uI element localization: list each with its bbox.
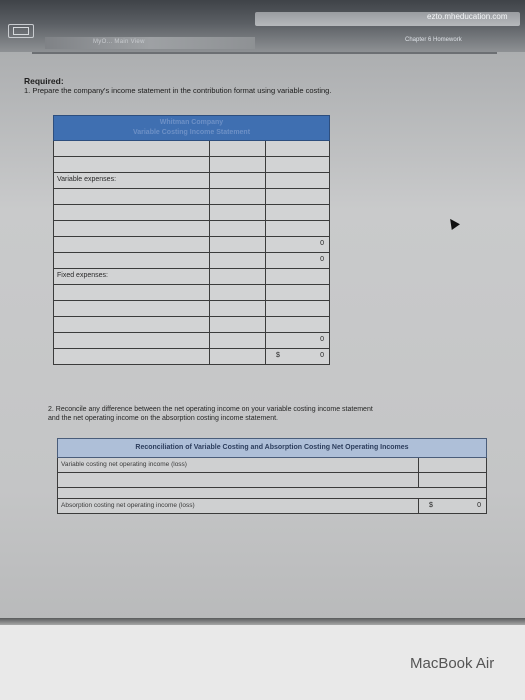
statement-title: Variable Costing Income Statement	[132, 129, 251, 136]
amount-input[interactable]	[210, 301, 266, 316]
amount-input[interactable]	[210, 349, 266, 364]
variable-costing-table	[53, 115, 330, 365]
mouse-cursor-icon	[446, 216, 460, 230]
label-input[interactable]	[54, 189, 210, 204]
table-row	[53, 285, 330, 301]
variable-nol-label: Variable costing net operating income (loss)	[61, 461, 187, 468]
amount-input[interactable]	[210, 253, 266, 268]
fixed-expenses-label: Fixed expenses:	[57, 272, 108, 279]
absorption-nol-value: 0	[477, 502, 481, 509]
net-income-value: 0	[320, 352, 324, 359]
url-text: ezto.mheducation.com	[427, 12, 508, 21]
browser-tab[interactable]	[45, 37, 255, 49]
table-row	[57, 499, 487, 514]
browser-chrome	[0, 0, 525, 52]
label-input[interactable]	[54, 285, 210, 300]
table-row	[57, 473, 487, 488]
table-row	[53, 141, 330, 157]
label-input[interactable]	[54, 301, 210, 316]
device-label: MacBook Air	[410, 655, 495, 672]
question-2-text	[48, 405, 468, 423]
amount-input[interactable]	[210, 157, 266, 172]
currency-symbol: $	[429, 502, 433, 509]
table-row	[53, 189, 330, 205]
currency-symbol: $	[276, 352, 280, 359]
table-row	[53, 237, 330, 253]
label-input[interactable]	[54, 237, 210, 252]
divider	[32, 52, 497, 54]
table-row	[57, 458, 487, 473]
amount-input[interactable]	[210, 141, 266, 156]
table-row	[53, 173, 330, 189]
amount-input[interactable]	[210, 221, 266, 236]
required-heading: Required:	[24, 76, 64, 86]
table-row	[53, 157, 330, 173]
company-name: Whitman Company	[159, 119, 224, 126]
reconciliation-header	[57, 438, 487, 458]
total-value: 0	[320, 256, 324, 263]
amount-input[interactable]	[210, 237, 266, 252]
absorption-nol-label: Absorption costing net operating income (loss)	[61, 502, 195, 509]
reconciliation-title: Reconciliation of Variable Costing and Absorption Costing Net Operating Incomes	[135, 444, 409, 451]
table-row	[53, 301, 330, 317]
variable-expenses-cell	[54, 173, 210, 188]
absorption-nol-cell	[58, 499, 419, 513]
table-row	[53, 205, 330, 221]
amount-input[interactable]	[210, 285, 266, 300]
amount-input[interactable]	[210, 269, 266, 284]
table-row	[53, 333, 330, 349]
amount-input[interactable]	[210, 333, 266, 348]
label-input[interactable]	[54, 253, 210, 268]
adjustment-input[interactable]	[58, 473, 419, 487]
variable-expenses-label: Variable expenses:	[57, 176, 117, 183]
total-value: 0	[320, 336, 324, 343]
browser-tab-label: MyO... Main View	[93, 39, 145, 45]
label-input[interactable]	[54, 205, 210, 220]
label-input[interactable]	[54, 157, 210, 172]
chapter-tab-label[interactable]: Chapter 6 Homework	[405, 37, 462, 43]
label-input[interactable]	[54, 349, 210, 364]
label-input[interactable]	[54, 141, 210, 156]
total-value: 0	[320, 240, 324, 247]
variable-nol-cell	[58, 458, 419, 472]
label-input[interactable]	[54, 221, 210, 236]
table-spacer	[57, 488, 487, 499]
reconciliation-table	[57, 438, 487, 514]
table-row	[53, 221, 330, 237]
label-input[interactable]	[54, 333, 210, 348]
label-input[interactable]	[54, 317, 210, 332]
table-row	[53, 349, 330, 365]
question-2-line-2: and the net operating income on the absorption costing income statement.	[48, 415, 278, 422]
amount-input[interactable]	[210, 205, 266, 220]
question-2-line-1: 2. Reconcile any difference between the net operating income on your variable costing income statement	[48, 406, 373, 413]
table-row	[53, 269, 330, 285]
tab-overview-icon[interactable]	[8, 24, 34, 38]
table-row	[53, 317, 330, 333]
amount-input[interactable]	[210, 189, 266, 204]
amount-input[interactable]	[210, 173, 266, 188]
table-row	[53, 253, 330, 269]
fixed-expenses-cell	[54, 269, 210, 284]
table-header	[53, 115, 330, 141]
question-1-text: 1. Prepare the company's income statement in the contribution format using variable costing.	[24, 86, 332, 95]
amount-input[interactable]	[210, 317, 266, 332]
